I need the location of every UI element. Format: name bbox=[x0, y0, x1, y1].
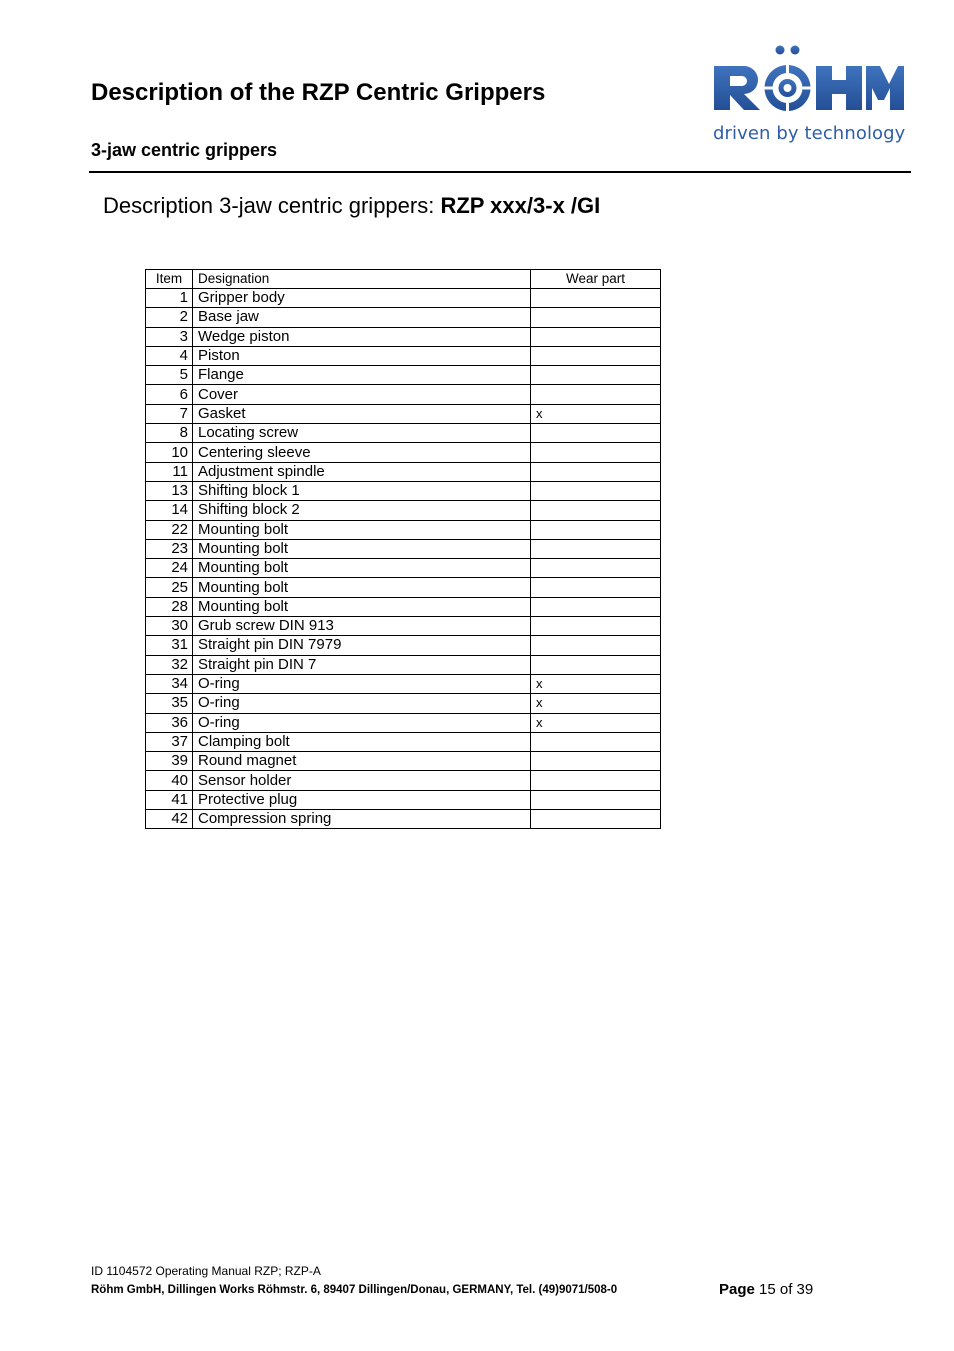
table-header-row bbox=[146, 270, 661, 289]
header-divider bbox=[89, 171, 911, 173]
logo-tagline: driven by technology bbox=[713, 123, 906, 144]
cell-item: 6 bbox=[146, 385, 193, 404]
cell-wear-part bbox=[531, 578, 661, 597]
cell-designation: O-ring bbox=[193, 713, 531, 732]
cell-wear-part: x bbox=[531, 713, 661, 732]
table-row bbox=[146, 481, 661, 500]
cell-item: 14 bbox=[146, 501, 193, 520]
cell-designation: Adjustment spindle bbox=[193, 462, 531, 481]
table-row bbox=[146, 597, 661, 616]
cell-wear-part bbox=[531, 771, 661, 790]
cell-item: 22 bbox=[146, 520, 193, 539]
cell-item: 34 bbox=[146, 674, 193, 693]
table-row bbox=[146, 539, 661, 558]
table-row bbox=[146, 752, 661, 771]
cell-wear-part: x bbox=[531, 694, 661, 713]
cell-wear-part: x bbox=[531, 404, 661, 423]
cell-item: 4 bbox=[146, 346, 193, 365]
cell-wear-part bbox=[531, 790, 661, 809]
cell-wear-part bbox=[531, 732, 661, 751]
cell-designation: Round magnet bbox=[193, 752, 531, 771]
table-row bbox=[146, 636, 661, 655]
cell-wear-part bbox=[531, 424, 661, 443]
parts-table bbox=[145, 269, 661, 829]
cell-item: 41 bbox=[146, 790, 193, 809]
header-designation: Designation bbox=[193, 270, 531, 289]
table-row bbox=[146, 771, 661, 790]
cell-item: 5 bbox=[146, 366, 193, 385]
cell-wear-part bbox=[531, 752, 661, 771]
table-row bbox=[146, 617, 661, 636]
cell-wear-part bbox=[531, 385, 661, 404]
page-title: Description of the RZP Centric Grippers bbox=[91, 79, 546, 106]
table-row bbox=[146, 810, 661, 829]
cell-wear-part bbox=[531, 597, 661, 616]
cell-item: 11 bbox=[146, 462, 193, 481]
cell-designation: O-ring bbox=[193, 694, 531, 713]
table-row bbox=[146, 366, 661, 385]
cell-item: 31 bbox=[146, 636, 193, 655]
header-item: Item bbox=[146, 270, 193, 289]
page-label: Page bbox=[719, 1281, 755, 1298]
description-heading bbox=[103, 193, 600, 219]
description-prefix: Description 3-jaw centric grippers: bbox=[103, 193, 441, 218]
cell-designation: Gripper body bbox=[193, 289, 531, 308]
cell-designation: Protective plug bbox=[193, 790, 531, 809]
cell-item: 7 bbox=[146, 404, 193, 423]
cell-wear-part bbox=[531, 617, 661, 636]
cell-item: 1 bbox=[146, 289, 193, 308]
table-row bbox=[146, 655, 661, 674]
cell-wear-part: x bbox=[531, 674, 661, 693]
cell-designation: Wedge piston bbox=[193, 327, 531, 346]
cell-item: 24 bbox=[146, 559, 193, 578]
cell-item: 40 bbox=[146, 771, 193, 790]
cell-designation: Gasket bbox=[193, 404, 531, 423]
table-row bbox=[146, 674, 661, 693]
company-address: Röhm GmbH, Dillingen Works Röhmstr. 6, 89407 Dillingen/Donau, GERMANY, Tel. (49)9071/508-0 bbox=[91, 1284, 618, 1296]
cell-wear-part bbox=[531, 636, 661, 655]
table-row bbox=[146, 385, 661, 404]
cell-item: 28 bbox=[146, 597, 193, 616]
cell-designation: Straight pin DIN 7979 bbox=[193, 636, 531, 655]
cell-designation: Mounting bolt bbox=[193, 578, 531, 597]
cell-designation: Sensor holder bbox=[193, 771, 531, 790]
cell-item: 10 bbox=[146, 443, 193, 462]
cell-item: 35 bbox=[146, 694, 193, 713]
page-number bbox=[719, 1281, 813, 1298]
cell-designation: Shifting block 1 bbox=[193, 481, 531, 500]
cell-designation: Grub screw DIN 913 bbox=[193, 617, 531, 636]
cell-item: 2 bbox=[146, 308, 193, 327]
table-row bbox=[146, 346, 661, 365]
cell-designation: Mounting bolt bbox=[193, 520, 531, 539]
table-row bbox=[146, 443, 661, 462]
table-row bbox=[146, 424, 661, 443]
cell-wear-part bbox=[531, 501, 661, 520]
cell-item: 39 bbox=[146, 752, 193, 771]
cell-wear-part bbox=[531, 443, 661, 462]
table-row bbox=[146, 694, 661, 713]
cell-wear-part bbox=[531, 655, 661, 674]
cell-item: 42 bbox=[146, 810, 193, 829]
cell-item: 23 bbox=[146, 539, 193, 558]
model-code: RZP xxx/3-x /GI bbox=[440, 193, 601, 218]
section-subtitle: 3-jaw centric grippers bbox=[91, 140, 278, 160]
cell-designation: Locating screw bbox=[193, 424, 531, 443]
cell-item: 32 bbox=[146, 655, 193, 674]
cell-item: 25 bbox=[146, 578, 193, 597]
table-row bbox=[146, 790, 661, 809]
table-row bbox=[146, 404, 661, 423]
cell-wear-part bbox=[531, 520, 661, 539]
cell-designation: Compression spring bbox=[193, 810, 531, 829]
table-row bbox=[146, 462, 661, 481]
cell-wear-part bbox=[531, 810, 661, 829]
cell-wear-part bbox=[531, 539, 661, 558]
cell-wear-part bbox=[531, 366, 661, 385]
cell-wear-part bbox=[531, 289, 661, 308]
cell-designation: Mounting bolt bbox=[193, 539, 531, 558]
cell-item: 36 bbox=[146, 713, 193, 732]
cell-wear-part bbox=[531, 327, 661, 346]
cell-wear-part bbox=[531, 346, 661, 365]
cell-wear-part bbox=[531, 308, 661, 327]
header-wear-part: Wear part bbox=[531, 270, 661, 289]
cell-item: 30 bbox=[146, 617, 193, 636]
cell-item: 3 bbox=[146, 327, 193, 346]
table-row bbox=[146, 520, 661, 539]
parts-table-body bbox=[146, 289, 661, 829]
cell-designation: O-ring bbox=[193, 674, 531, 693]
table-row bbox=[146, 732, 661, 751]
cell-designation: Centering sleeve bbox=[193, 443, 531, 462]
cell-designation: Flange bbox=[193, 366, 531, 385]
cell-designation: Clamping bolt bbox=[193, 732, 531, 751]
document-id: ID 1104572 Operating Manual RZP; RZP-A bbox=[91, 1264, 321, 1278]
table-row bbox=[146, 713, 661, 732]
cell-designation: Mounting bolt bbox=[193, 559, 531, 578]
table-row bbox=[146, 289, 661, 308]
table-row bbox=[146, 308, 661, 327]
cell-wear-part bbox=[531, 559, 661, 578]
cell-item: 8 bbox=[146, 424, 193, 443]
table-row bbox=[146, 327, 661, 346]
cell-wear-part bbox=[531, 481, 661, 500]
page-value: 15 of 39 bbox=[759, 1281, 814, 1298]
table-row bbox=[146, 578, 661, 597]
cell-item: 13 bbox=[146, 481, 193, 500]
cell-designation: Shifting block 2 bbox=[193, 501, 531, 520]
cell-designation: Mounting bolt bbox=[193, 597, 531, 616]
cell-designation: Piston bbox=[193, 346, 531, 365]
cell-designation: Base jaw bbox=[193, 308, 531, 327]
cell-designation: Straight pin DIN 7 bbox=[193, 655, 531, 674]
table-row bbox=[146, 559, 661, 578]
table-row bbox=[146, 501, 661, 520]
cell-wear-part bbox=[531, 462, 661, 481]
cell-item: 37 bbox=[146, 732, 193, 751]
cell-designation: Cover bbox=[193, 385, 531, 404]
